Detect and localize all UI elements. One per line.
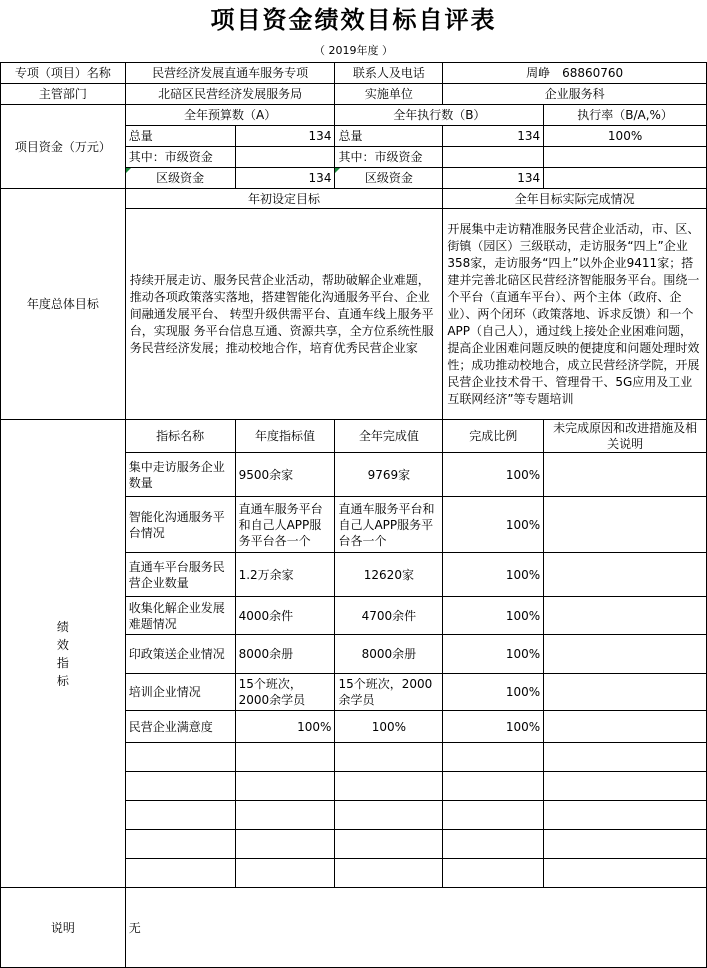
empty-cell <box>335 859 443 888</box>
indicator-target: 直通车服务平台和自己人APP服务平台各一个 <box>235 497 335 553</box>
performance-indicators-label <box>1 420 126 888</box>
empty-cell <box>443 772 544 801</box>
city-rate-value <box>544 147 707 168</box>
indicator-reason <box>544 553 707 597</box>
col-indicator-name: 指标名称 <box>125 420 235 453</box>
indicator-target: 15个班次，2000余学员 <box>235 674 335 711</box>
total-budget-value: 134 <box>235 126 335 147</box>
indicator-actual: 9769家 <box>335 453 443 497</box>
total-exec-value: 134 <box>443 126 544 147</box>
indicator-label-char: 标 <box>56 673 69 688</box>
dept-value: 北碚区民营经济发展服务局 <box>125 84 335 105</box>
district-budget-label: 区级资金 <box>125 168 235 189</box>
empty-cell <box>235 772 335 801</box>
empty-cell <box>443 859 544 888</box>
impl-unit-value: 企业服务科 <box>443 84 707 105</box>
indicator-target: 1.2万余家 <box>235 553 335 597</box>
exec-rate-value: 100% <box>544 126 707 147</box>
budget-header: 全年预算数（A） <box>125 105 335 126</box>
form-title: 项目资金绩效目标自评表 <box>210 6 497 34</box>
indicator-ratio: 100% <box>443 597 544 635</box>
actual-goal-text: 开展集中走访精准服务民营企业活动，市、区、街镇（园区）三级联动，走访服务“四上”企业358家，走访服务“四上”以外企业9411家；搭建并完善北碚区民营经济智能服务平台。围绕一个平台（直通车平台）、两个主体（政府、企业）、两个闭环（政策落地、诉求反馈）和一个APP（自己人），通过线上接处企业困难问题，提高企业困难问题反映的便捷度和问题处理时效性；成功推动校地合，成立民营经济学院，开展民营企业技术骨干、管理骨干、5G应用及工业互联网经济”等专题培训 <box>443 209 707 420</box>
district-budget-value: 134 <box>235 168 335 189</box>
indicator-ratio: 100% <box>443 674 544 711</box>
empty-cell <box>335 830 443 859</box>
empty-cell <box>443 743 544 772</box>
empty-cell <box>544 859 707 888</box>
note-label: 说明 <box>1 888 126 968</box>
indicator-name: 集中走访服务企业数量 <box>125 453 235 497</box>
empty-cell <box>443 801 544 830</box>
col-annual-actual: 全年完成值 <box>335 420 443 453</box>
empty-cell <box>125 830 235 859</box>
contact-label: 联系人及电话 <box>335 63 443 84</box>
empty-cell <box>335 801 443 830</box>
rate-header: 执行率（B/A,%） <box>544 105 707 126</box>
plan-goal-text: 持续开展走访、服务民营企业活动，帮助破解企业难题，推动各项政策落实落地，搭建智能化沟通服务平台、企业间融通发展平台、 转型升级供需平台、直通车线上服务平台，实现服 务平台信息互通、资源共享，全方位系统性服务民营经济发展；推动校地合作，培育优秀民营企业家 <box>125 209 443 420</box>
empty-cell <box>125 743 235 772</box>
district-exec-value: 134 <box>443 168 544 189</box>
indicator-reason <box>544 711 707 743</box>
evaluation-table <box>0 62 707 968</box>
empty-cell <box>235 859 335 888</box>
indicator-name: 智能化沟通服务平台情况 <box>125 497 235 553</box>
plan-goal-header: 年初设定目标 <box>125 189 443 209</box>
city-exec-label: 其中：市级资金 <box>335 147 443 168</box>
indicator-name: 民营企业满意度 <box>125 711 235 743</box>
empty-cell <box>544 801 707 830</box>
indicator-label-char: 指 <box>56 655 69 670</box>
empty-cell <box>235 801 335 830</box>
indicator-actual: 12620家 <box>335 553 443 597</box>
note-value: 无 <box>125 888 706 968</box>
indicator-label-char: 绩 <box>56 619 69 634</box>
empty-cell <box>125 772 235 801</box>
empty-cell <box>335 772 443 801</box>
impl-unit-label: 实施单位 <box>335 84 443 105</box>
indicator-target: 100% <box>235 711 335 743</box>
contact-value: 周峥 68860760 <box>443 63 707 84</box>
empty-cell <box>443 830 544 859</box>
city-exec-value <box>443 147 544 168</box>
indicator-actual: 15个班次，2000余学员 <box>335 674 443 711</box>
indicator-label-char: 效 <box>56 637 69 652</box>
col-completion-ratio: 完成比例 <box>443 420 544 453</box>
district-rate-value <box>544 168 707 189</box>
indicator-target: 4000余件 <box>235 597 335 635</box>
total-exec-label: 总量 <box>335 126 443 147</box>
empty-cell <box>544 772 707 801</box>
dept-label: 主管部门 <box>1 84 126 105</box>
empty-cell <box>125 801 235 830</box>
indicator-reason <box>544 453 707 497</box>
funds-label: 项目资金（万元） <box>1 105 126 189</box>
indicator-ratio: 100% <box>443 635 544 674</box>
empty-cell <box>335 743 443 772</box>
indicator-ratio: 100% <box>443 553 544 597</box>
indicator-name: 直通车平台服务民营企业数量 <box>125 553 235 597</box>
indicator-target: 8000余册 <box>235 635 335 674</box>
city-budget-label: 其中：市级资金 <box>125 147 235 168</box>
project-name-value: 民营经济发展直通车服务专项 <box>125 63 335 84</box>
annual-goal-label: 年度总体目标 <box>1 189 126 420</box>
indicator-actual: 4700余件 <box>335 597 443 635</box>
year-label: （ 2019年度 ） <box>314 44 393 57</box>
indicator-name: 印政策送企业情况 <box>125 635 235 674</box>
col-annual-target: 年度指标值 <box>235 420 335 453</box>
empty-cell <box>235 830 335 859</box>
indicator-ratio: 100% <box>443 711 544 743</box>
indicator-actual: 8000余册 <box>335 635 443 674</box>
indicator-ratio: 100% <box>443 497 544 553</box>
col-reason: 未完成原因和改进措施及相关说明 <box>544 420 707 453</box>
empty-cell <box>544 743 707 772</box>
indicator-target: 9500余家 <box>235 453 335 497</box>
district-exec-label: 区级资金 <box>335 168 443 189</box>
city-budget-value <box>235 147 335 168</box>
indicator-reason <box>544 597 707 635</box>
empty-cell <box>235 743 335 772</box>
total-budget-label: 总量 <box>125 126 235 147</box>
indicator-name: 培训企业情况 <box>125 674 235 711</box>
empty-cell <box>544 830 707 859</box>
indicator-reason <box>544 635 707 674</box>
indicator-reason <box>544 674 707 711</box>
indicator-name: 收集化解企业发展难题情况 <box>125 597 235 635</box>
actual-goal-header: 全年目标实际完成情况 <box>443 189 707 209</box>
exec-header: 全年执行数（B） <box>335 105 544 126</box>
empty-cell <box>125 859 235 888</box>
project-name-label: 专项（项目）名称 <box>1 63 126 84</box>
indicator-ratio: 100% <box>443 453 544 497</box>
indicator-actual: 100% <box>335 711 443 743</box>
indicator-actual: 直通车服务平台和自己人APP服务平台各一个 <box>335 497 443 553</box>
indicator-reason <box>544 497 707 553</box>
